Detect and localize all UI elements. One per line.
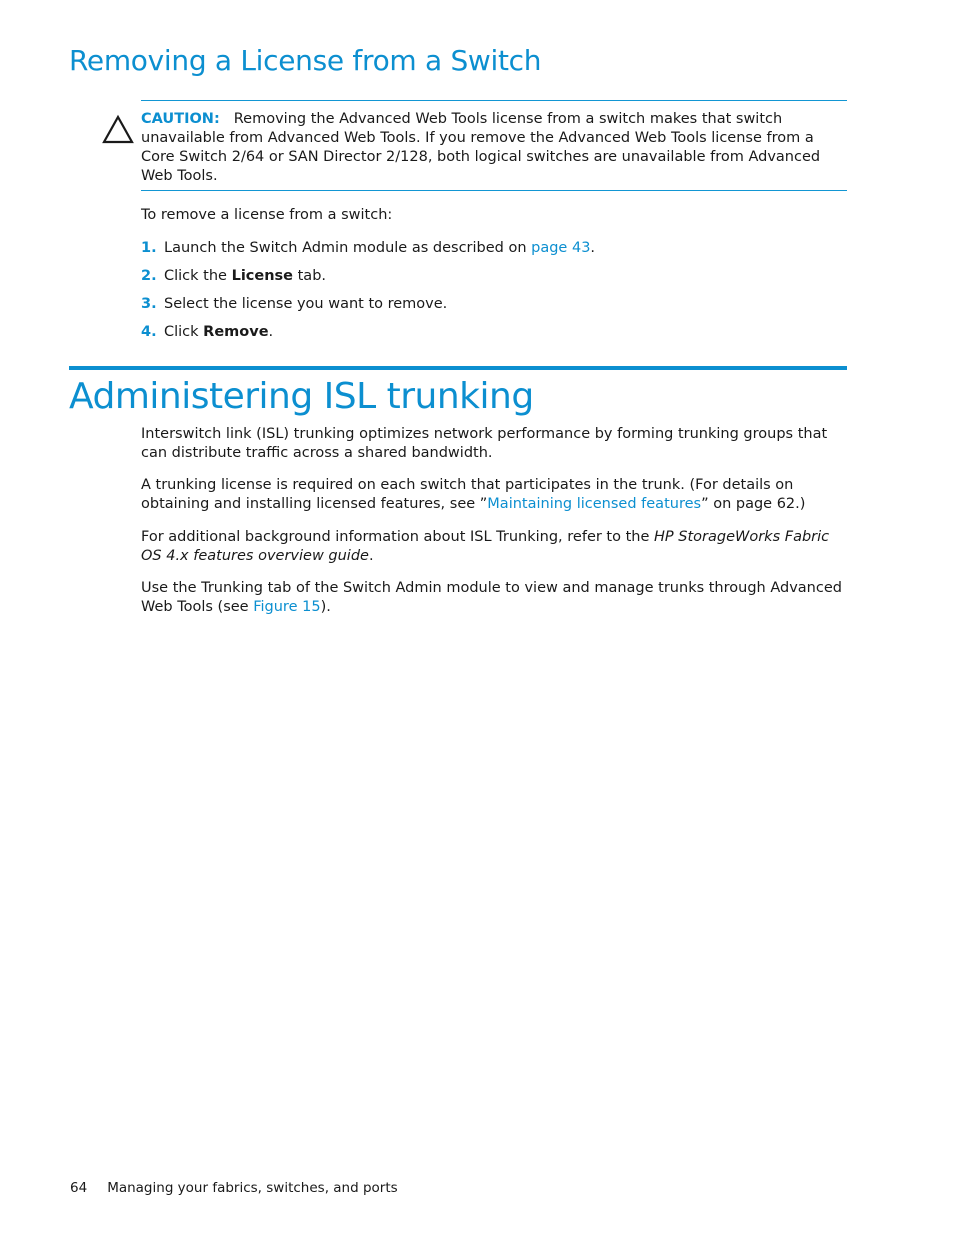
paragraph-text-part: For additional background information about ISL Trunking, refer to the (141, 529, 655, 545)
caution-bottom-rule (141, 190, 847, 191)
warning-triangle-icon (102, 114, 134, 144)
section-rule (69, 366, 847, 370)
step-text: Select the license you want to remove. (164, 296, 448, 312)
step-text-part: . (268, 324, 274, 340)
paragraph-text-part: Use the Trunking tab of the Switch Admin module to view and manage trunks through Advanced Web Tools (see (141, 580, 842, 615)
step-text-part: Launch the Switch Admin module as described on (164, 240, 532, 256)
list-item (141, 266, 847, 294)
paragraph-text-part: A trunking license is required on each switch that participates in the trunk. (For details on obtaining and installing licensed features, see ” (141, 477, 794, 512)
step-text (164, 238, 595, 266)
step-text-part: . (590, 240, 596, 256)
list-item (141, 322, 847, 350)
paragraph-trunking-tab (141, 579, 847, 617)
paragraph-text-part: ” on page 62.) (701, 496, 806, 512)
step-text-part: Click the (164, 268, 232, 284)
step-number: 3. (141, 296, 157, 312)
intro-paragraph: To remove a license from a switch: (141, 207, 393, 223)
paragraph-trunking-license (141, 476, 847, 514)
step-bold-text: Remove (203, 324, 269, 340)
step-number: 4. (141, 324, 157, 340)
step-text (164, 322, 273, 350)
paragraph-text-part: . (368, 548, 374, 564)
list-item (141, 238, 847, 266)
section-title-isl-trunking: Administering ISL trunking (69, 376, 534, 417)
step-text (164, 266, 326, 294)
step-text-part: Click (164, 324, 204, 340)
caution-text: Removing the Advanced Web Tools license from a switch makes that switch unavailable from Advanced Web Tools. If you remove the Advanced Web Tools license from a Core Switch 2/64 or SAN Director 2/128, both logical switches are unavailable from Advanced Web Tools. (141, 111, 821, 184)
page-43-link[interactable]: page 43 (531, 240, 591, 256)
caution-top-rule (141, 100, 847, 101)
page-number: 64 (70, 1180, 88, 1196)
step-bold-text: License (231, 268, 294, 284)
section-title-removing-license: Removing a License from a Switch (69, 44, 542, 77)
guide-title: HP StorageWorks Fabric OS 4.x features overview guide (141, 529, 830, 564)
maintaining-licensed-features-link[interactable]: Maintaining licensed features (487, 496, 702, 512)
paragraph-text-part: ). (320, 599, 331, 615)
step-number: 1. (141, 240, 157, 256)
figure-15-link[interactable]: Figure 15 (253, 599, 321, 615)
steps-list (141, 238, 847, 350)
caution-note (141, 110, 847, 186)
step-text-part: tab. (293, 268, 327, 284)
page-footer (70, 1180, 398, 1196)
step-number: 2. (141, 268, 157, 284)
caution-label: CAUTION: (141, 111, 220, 127)
list-item (141, 294, 847, 322)
paragraph-background-info (141, 528, 847, 566)
chapter-title: Managing your fabrics, switches, and ports (107, 1180, 398, 1196)
paragraph-isl-intro: Interswitch link (ISL) trunking optimizes network performance by forming trunking groups that can distribute traffic across a shared bandwidth. (141, 426, 828, 461)
